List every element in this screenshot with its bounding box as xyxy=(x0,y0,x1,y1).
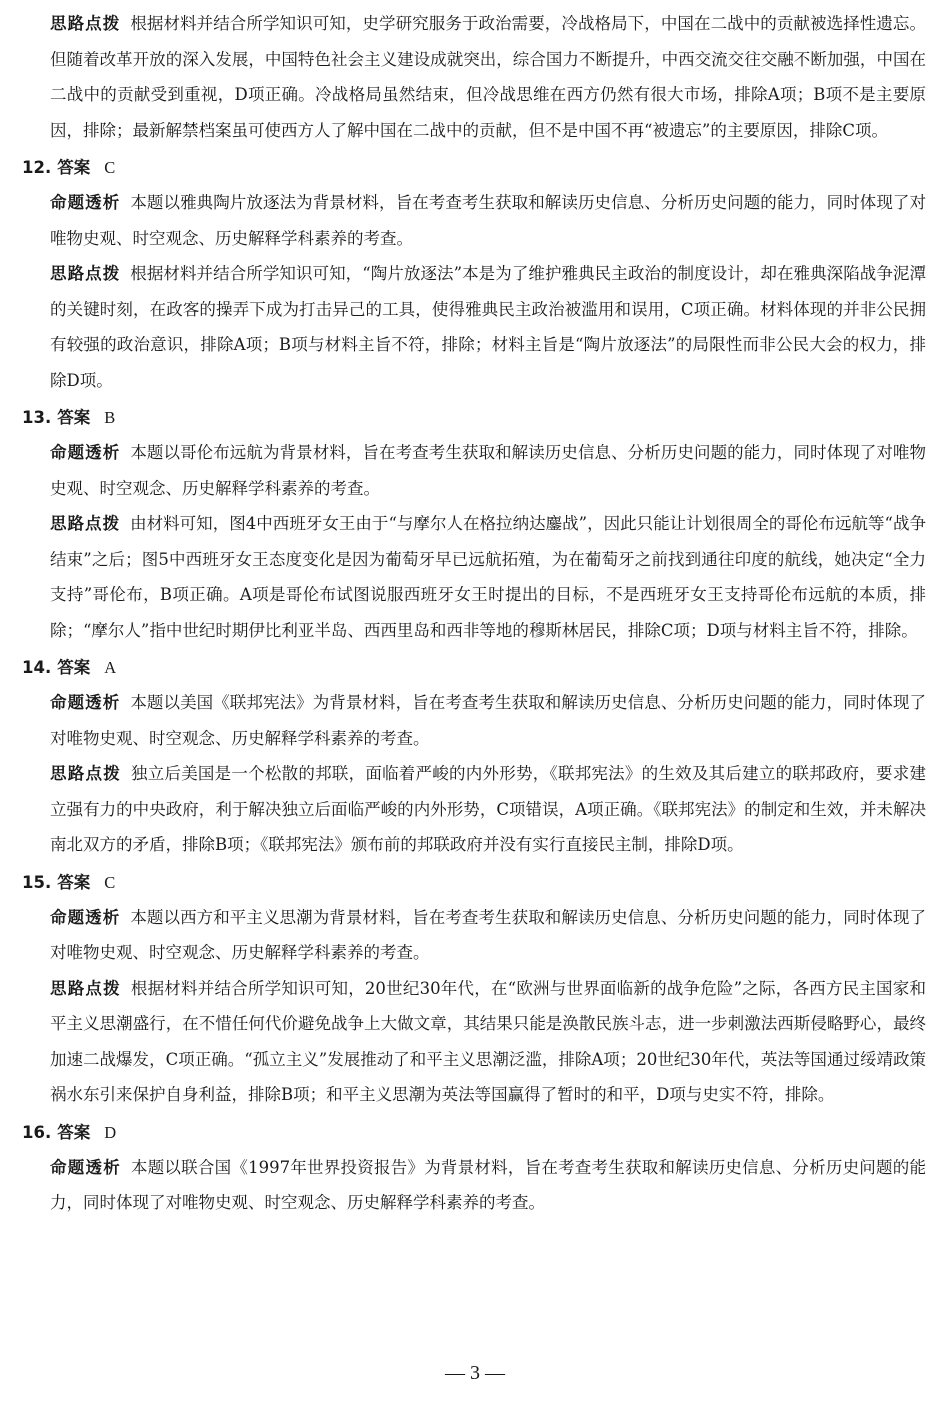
analysis-paragraph xyxy=(22,685,926,756)
answer-line xyxy=(22,865,926,900)
question-number: 12. xyxy=(22,158,52,177)
answer-line xyxy=(22,1115,926,1150)
section-head: 命题透析 xyxy=(50,1157,121,1177)
analysis-paragraph xyxy=(22,435,926,506)
paragraph-text: 本题以西方和平主义思潮为背景材料，旨在考查考生获取和解读历史信息、分析历史问题的能力，同时体现了对唯物史观、时空观念、历史解释学科素养的考查。 xyxy=(50,907,927,962)
paragraph-text: 根据材料并结合所学知识可知，“陶片放逐法”本是为了维护雅典民主政治的制度设计，却在雅典深陷战争泥潭的关键时刻，在政客的操弄下成为打击异己的工具，使得雅典民主政治被滥用和误用，C项正确。材料体现的并非公民拥有较强的政治意识，排除A项；B项与材料主旨不符，排除；材料主旨是“陶片放逐法”的局限性而非公民大会的权力，排除D项。 xyxy=(50,264,926,390)
question-13 xyxy=(22,400,926,648)
section-head: 思路点拨 xyxy=(50,264,121,283)
answer-line xyxy=(22,400,926,435)
paragraph-text: 根据材料并结合所学知识可知，20世纪30年代，在“欧洲与世界面临新的战争危险”之际，各西方民主国家和平主义思潮盛行，在不惜任何代价避免战争上大做文章，其结果只能是涣散民族斗志，进一步刺激法西斯侵略野心，最终加速二战爆发，C项正确。“孤立主义”发展推动了和平主义思潮泛滥，排除A项；20世纪30年代，英法等国通过绥靖政策祸水东引来保护自身利益，排除B项；和平主义思潮为英法等国赢得了暂时的和平，D项与史实不符，排除。 xyxy=(50,978,926,1104)
answer-label: 答案 xyxy=(57,658,91,677)
question-number: 15. xyxy=(22,872,52,892)
analysis-paragraph xyxy=(22,185,926,256)
page-number: — 3 — xyxy=(445,1362,505,1384)
paragraph-text: 由材料可知，图4中西班牙女王由于“与摩尔人在格拉纳达鏖战”，因此只能让计划很周全的哥伦布远航等“战争结束”之后；图5中西班牙女王态度变化是因为葡萄牙早已远航拓殖，为在葡萄牙之前找到通往印度的航线，她决定“全力支持”哥伦布，B项正确。A项是哥伦布试图说服西班牙女王时提出的目标，不是西班牙女王支持哥伦布远航的本质，排除；“摩尔人”指中世纪时期伊比利亚半岛、西西里岛和西非等地的穆斯林居民，排除C项；D项与材料主旨不符，排除。 xyxy=(50,514,926,640)
answer-line xyxy=(22,150,926,185)
answer-label: 答案 xyxy=(57,872,91,892)
section-head: 思路点拨 xyxy=(50,514,121,533)
section-head: 思路点拨 xyxy=(50,978,121,998)
paragraph-text: 本题以雅典陶片放逐法为背景材料，旨在考查考生获取和解读历史信息、分析历史问题的能力，同时体现了对唯物史观、时空观念、历史解释学科素养的考查。 xyxy=(50,193,927,248)
answer-value: D xyxy=(104,1122,117,1142)
thinking-tips-paragraph xyxy=(22,256,926,398)
paragraph-text: 本题以联合国《1997年世界投资报告》为背景材料，旨在考查考生获取和解读历史信息、分析历史问题的能力，同时体现了对唯物史观、时空观念、历史解释学科素养的考查。 xyxy=(50,1157,927,1212)
analysis-paragraph xyxy=(22,900,926,971)
answer-value: C xyxy=(104,872,116,892)
section-head: 思路点拨 xyxy=(50,764,121,783)
question-15 xyxy=(22,865,926,1113)
thinking-tips-paragraph xyxy=(22,506,926,648)
paragraph-text: 本题以哥伦布远航为背景材料，旨在考查考生获取和解读历史信息、分析历史问题的能力，同时体现了对唯物史观、时空观念、历史解释学科素养的考查。 xyxy=(50,443,927,498)
thinking-tips-paragraph xyxy=(22,6,926,148)
section-head: 命题透析 xyxy=(50,907,121,927)
section-head: 命题透析 xyxy=(50,443,121,462)
section-head: 思路点拨 xyxy=(50,14,121,33)
answer-value: B xyxy=(104,408,116,427)
paragraph-text: 本题以美国《联邦宪法》为背景材料，旨在考查考生获取和解读历史信息、分析历史问题的能力，同时体现了对唯物史观、时空观念、历史解释学科素养的考查。 xyxy=(50,693,927,748)
answer-label: 答案 xyxy=(57,1122,91,1142)
answer-line xyxy=(22,650,926,685)
answer-label: 答案 xyxy=(57,408,91,427)
paragraph-text: 独立后美国是一个松散的邦联，面临着严峻的内外形势，《联邦宪法》的生效及其后建立的联邦政府，要求建立强有力的中央政府，利于解决独立后面临严峻的内外形势，C项错误，A项正确。《联邦宪法》的制定和生效，并未解决南北双方的矛盾，排除B项；《联邦宪法》颁布前的邦联政府并没有实行直接民主制，排除D项。 xyxy=(50,764,927,854)
thinking-tips-paragraph xyxy=(22,971,926,1113)
paragraph-text: 根据材料并结合所学知识可知，史学研究服务于政治需要，冷战格局下，中国在二战中的贡献被选择性遗忘。但随着改革开放的深入发展，中国特色社会主义建设成就突出，综合国力不断提升，中西交流交往交融不断加强，中国在二战中的贡献受到重视，D项正确。冷战格局虽然结束，但冷战思维在西方仍然有很大市场，排除A项；B项不是主要原因，排除；最新解禁档案虽可使西方人了解中国在二战中的贡献，但不是中国不再“被遗忘”的主要原因，排除C项。 xyxy=(50,14,927,140)
answer-label: 答案 xyxy=(57,158,91,177)
analysis-paragraph xyxy=(22,1150,926,1221)
answer-value: A xyxy=(104,658,117,677)
thinking-tips-paragraph xyxy=(22,756,926,863)
question-14 xyxy=(22,650,926,863)
question-number: 16. xyxy=(22,1122,52,1142)
answer-value: C xyxy=(104,158,116,177)
question-number: 13. xyxy=(22,408,52,427)
question-number: 14. xyxy=(22,658,52,677)
section-head: 命题透析 xyxy=(50,193,121,212)
question-16 xyxy=(22,1115,926,1221)
section-head: 命题透析 xyxy=(50,693,121,712)
question-12 xyxy=(22,150,926,398)
intro-block xyxy=(22,6,926,148)
